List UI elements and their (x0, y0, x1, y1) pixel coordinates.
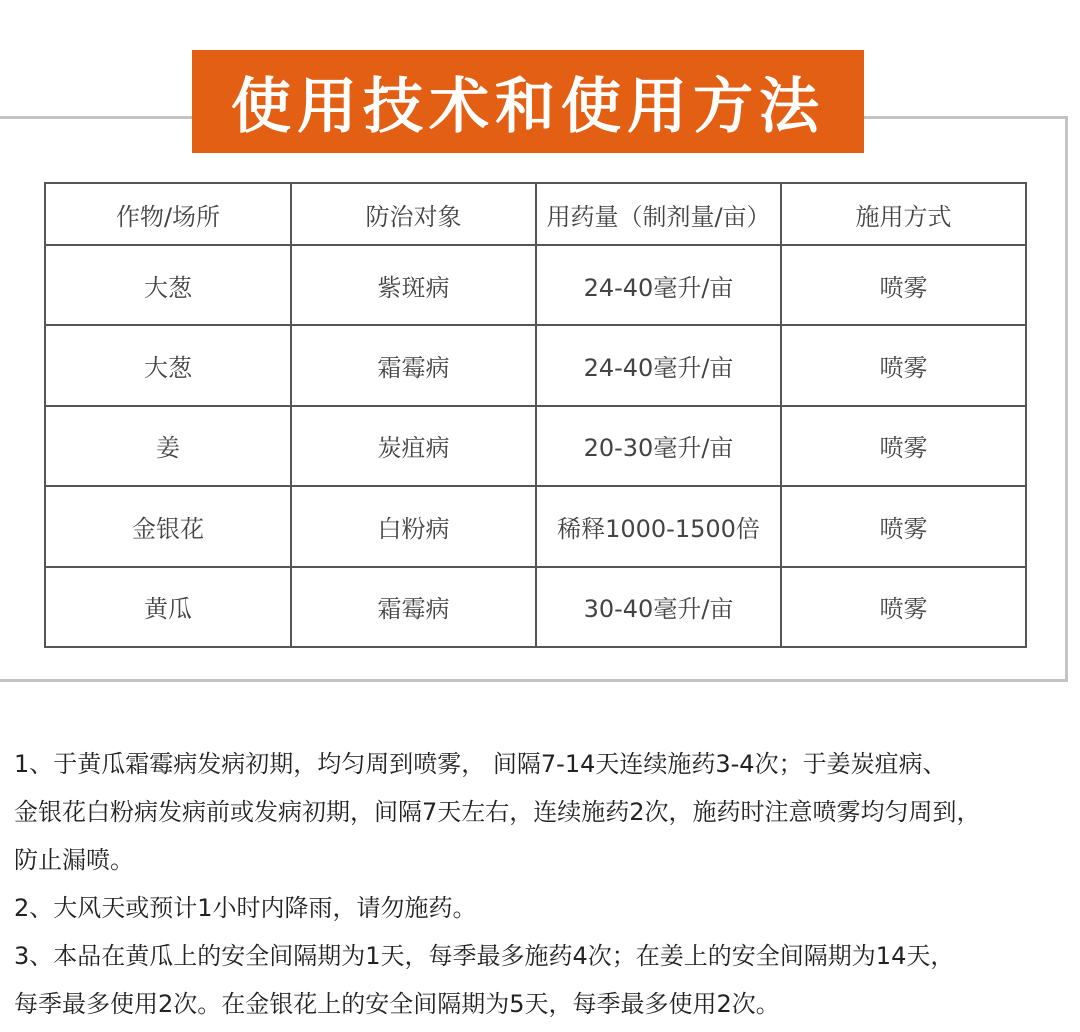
usage-table (44, 182, 1027, 648)
cell-dosage: 稀释1000-1500倍 (536, 486, 781, 566)
table-row (45, 245, 1026, 325)
note-line: 金银花白粉病发病前或发病初期，间隔7天左右，连续施药2次，施药时注意喷雾均匀周到， (14, 798, 981, 826)
cell-method: 喷雾 (781, 325, 1026, 405)
cell-target: 霜霉病 (291, 567, 536, 647)
cell-target: 霜霉病 (291, 325, 536, 405)
table-row (45, 486, 1026, 566)
banner-title: 使用技术和使用方法 (231, 71, 825, 142)
header-crop: 作物/场所 (45, 183, 291, 245)
cell-crop: 大葱 (45, 245, 291, 325)
note-line: 1、于黄瓜霜霉病发病初期，均匀周到喷雾， 间隔7-14天连续施药3-4次；于姜炭疽病、 (14, 750, 947, 778)
note-line: 3、本品在黄瓜上的安全间隔期为1天，每季最多施药4次；在姜上的安全间隔期为14天， (14, 942, 955, 970)
note-line: 每季最多使用2次。在金银花上的安全间隔期为5天，每季最多使用2次。 (14, 990, 780, 1018)
cell-crop: 姜 (45, 406, 291, 486)
cell-dosage: 24-40毫升/亩 (536, 245, 781, 325)
header-target: 防治对象 (291, 183, 536, 245)
header-method: 施用方式 (781, 183, 1026, 245)
note-line: 2、大风天或预计1小时内降雨，请勿施药。 (14, 894, 477, 922)
note-line: 防止漏喷。 (14, 846, 134, 874)
cell-crop: 黄瓜 (45, 567, 291, 647)
cell-method: 喷雾 (781, 567, 1026, 647)
cell-target: 白粉病 (291, 486, 536, 566)
table-row (45, 325, 1026, 405)
cell-dosage: 20-30毫升/亩 (536, 406, 781, 486)
usage-notes (14, 740, 1074, 1028)
table-header-row (45, 183, 1026, 245)
cell-method: 喷雾 (781, 406, 1026, 486)
cell-dosage: 24-40毫升/亩 (536, 325, 781, 405)
cell-method: 喷雾 (781, 245, 1026, 325)
cell-crop: 金银花 (45, 486, 291, 566)
cell-crop: 大葱 (45, 325, 291, 405)
cell-method: 喷雾 (781, 486, 1026, 566)
title-banner (192, 50, 864, 153)
cell-dosage: 30-40毫升/亩 (536, 567, 781, 647)
cell-target: 炭疽病 (291, 406, 536, 486)
table-row (45, 406, 1026, 486)
table-row (45, 567, 1026, 647)
cell-target: 紫斑病 (291, 245, 536, 325)
header-dosage: 用药量（制剂量/亩） (536, 183, 781, 245)
